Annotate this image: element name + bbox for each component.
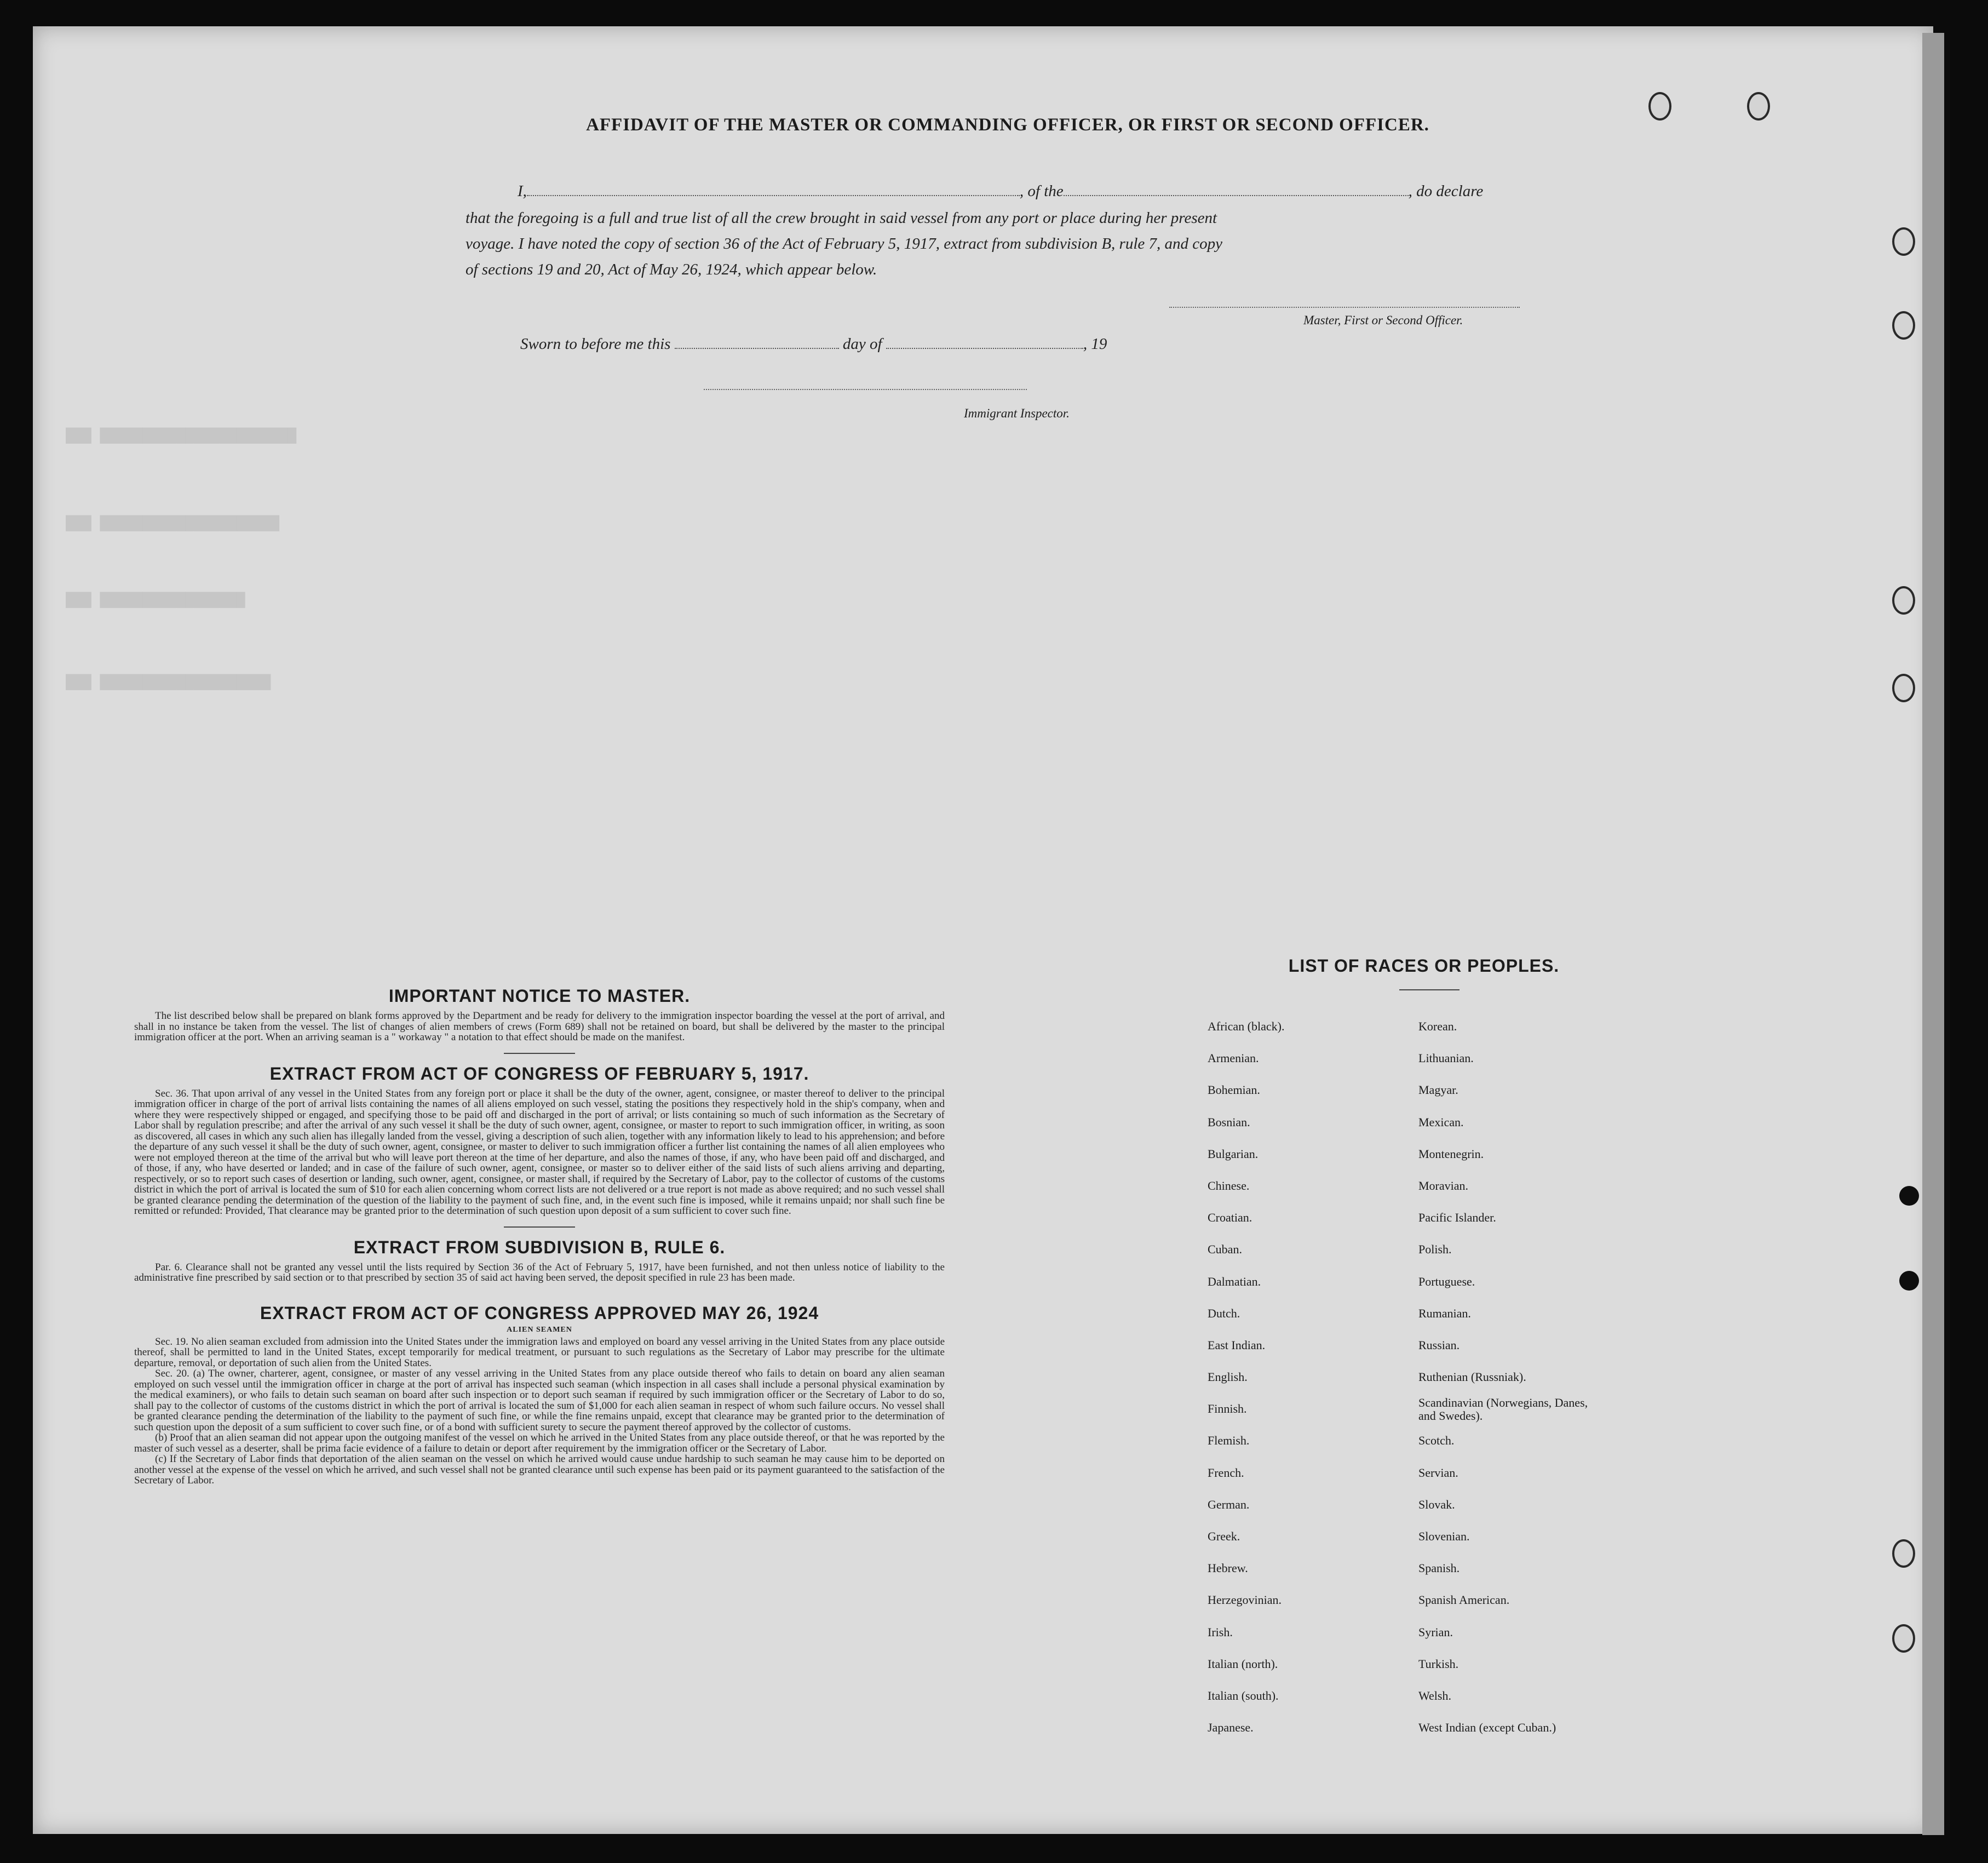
name-blank	[527, 183, 1020, 196]
binder-hole	[1892, 1539, 1915, 1568]
race-item: Scotch.	[1418, 1434, 1455, 1448]
race-item: Korean.	[1418, 1019, 1457, 1033]
affidavit-declaration-line	[518, 182, 1483, 200]
sworn-prefix: Sworn to before me this	[520, 335, 671, 353]
race-item: Italian (south).	[1208, 1688, 1279, 1703]
race-item: Bohemian.	[1208, 1083, 1260, 1097]
master-signature-line	[1169, 307, 1520, 308]
extract-1917-body	[134, 1088, 945, 1217]
master-signature-label: Master, First or Second Officer.	[1303, 313, 1463, 327]
race-item: French.	[1208, 1465, 1244, 1480]
race-item: Croatian.	[1208, 1211, 1252, 1225]
race-item: German.	[1208, 1497, 1250, 1511]
section-20a-paragraph: Sec. 20. (a) The owner, charterer, agent, consignee, or master of any vessel arriving in the United States from any place outside thereof who fails to detain on board any alien seaman employed on such vessel until the immigration officer in charge at the port of arrival has inspected such seaman (which inspection in all cases shall include a personal physical examination by the medical examiners), or who fails to detain such seaman on board after such inspection or to deport such seaman if required by such immigration officer or the Secretary of Labor to do so, shall pay to the collector of customs of the customs district in which the port of arrival is located the sum of $1,000 for each alien seaman in respect of whom such failure occurs. No vessel shall be granted clearance pending the determination of the liability to the payment of such fine, or while the fine remains unpaid, except that clearance may be granted prior to the determination of such question upon the deposit of a sum sufficient to cover such fine, or of a bond with sufficient surety to secure the payment thereof approved by the collector of customs.	[134, 1368, 945, 1433]
race-item: Syrian.	[1418, 1625, 1453, 1639]
binder-punch	[1899, 1271, 1919, 1291]
binder-punch	[1899, 1186, 1919, 1206]
race-item: Polish.	[1418, 1242, 1452, 1257]
race-item: Greek.	[1208, 1529, 1240, 1543]
sworn-line	[520, 335, 1107, 353]
binder-hole	[1892, 586, 1915, 615]
race-item: Hebrew.	[1208, 1561, 1248, 1575]
extract-1917-title: EXTRACT FROM ACT OF CONGRESS OF FEBRUARY 5, 1917.	[269, 1063, 809, 1084]
race-item: Scandinavian (Norwegians, Danes, and Swedes).	[1418, 1396, 1588, 1423]
section-divider	[504, 1053, 575, 1054]
binder-hole	[1892, 674, 1915, 702]
binder-hole	[1892, 311, 1915, 340]
race-item: Bulgarian.	[1208, 1147, 1259, 1161]
extract-1924-title: EXTRACT FROM ACT OF CONGRESS APPROVED MAY 26, 1924	[260, 1303, 819, 1323]
race-item: Italian (north).	[1208, 1656, 1278, 1671]
sworn-day-of: day of	[842, 335, 882, 353]
notice-body	[134, 1011, 945, 1043]
race-item: Slovenian.	[1418, 1529, 1470, 1543]
extract-1924-body	[134, 1337, 945, 1486]
rule6-paragraph: Par. 6. Clearance shall not be granted any vessel until the lists required by Section 36 of the Act of February 5, 1917, have been furnished, and not then unless notice of liability to the administrative fine prescribed by said section or to that prescribed by section 35 of said act having been served, the deposit specified in rule 23 has been made.	[134, 1261, 945, 1283]
affidavit-declare-label: , do declare	[1408, 182, 1484, 200]
race-item: Bosnian.	[1208, 1115, 1250, 1129]
race-item: Ruthenian (Russniak).	[1418, 1370, 1526, 1384]
races-list-title: LIST OF RACES OR PEOPLES.	[1288, 956, 1560, 976]
race-item: Portuguese.	[1418, 1274, 1475, 1288]
race-item: West Indian (except Cuban.)	[1418, 1721, 1556, 1735]
binder-hole	[1892, 1624, 1915, 1653]
affidavit-text-line: of sections 19 and 20, Act of May 26, 1924, which appear below.	[466, 261, 877, 278]
race-item: Moravian.	[1418, 1178, 1469, 1193]
race-item: Japanese.	[1208, 1721, 1254, 1735]
race-item: English.	[1208, 1370, 1248, 1384]
race-item: Armenian.	[1208, 1051, 1259, 1065]
race-item: Dutch.	[1208, 1306, 1240, 1320]
race-item: Dalmatian.	[1208, 1274, 1261, 1288]
sworn-year: , 19	[1083, 335, 1107, 353]
race-item: Montenegrin.	[1418, 1147, 1484, 1161]
race-item: Spanish.	[1418, 1561, 1460, 1575]
document-page	[33, 26, 1933, 1834]
bleed-through-texture: ███ ████████████████████	[66, 674, 271, 690]
binder-hole	[1648, 92, 1671, 121]
binder-hole	[1892, 227, 1915, 256]
notice-paragraph: The list described below shall be prepared on blank forms approved by the Department and be ready for delivery to the immigration inspector boarding the vessel at the port of arrival, and shall in no instance be taken from the vessel. The list of changes of alien members of crews (Form 689) shall not be retained on board, but shall be delivered by the master to the principal immigration officer at the port. When an arriving seaman is a " workaway " a notation to that effect should be made on the manifest.	[134, 1010, 945, 1043]
section-divider	[504, 1226, 575, 1228]
race-item: Pacific Islander.	[1418, 1211, 1496, 1225]
bleed-through-texture: ███ █████████████████████	[66, 515, 280, 531]
vessel-blank	[1064, 183, 1409, 196]
sworn-month-blank	[886, 336, 1083, 349]
race-item: Mexican.	[1418, 1115, 1464, 1129]
affidavit-i-label: I,	[518, 182, 527, 200]
section-36-paragraph: Sec. 36. That upon arrival of any vessel in the United States from any foreign port or place it shall be the duty of the owner, agent, consignee, or master thereof to deliver to the principal immigration officer in charge of the port of arrival lists containing the names of all aliens employed on such vessel, stating the positions they respectively hold in the ship's company, when and where they were respectively shipped or engaged, and specifying those to be paid off and discharged in the port of arrival; or lists containing so much of such information as the Secretary of Labor shall by regulation prescribe; and after the arrival of any such vessel it shall be the duty of such owner, agent, consignee, or master to report to such immigration officer, in writing, as soon as discovered, all cases in which any such alien has illegally landed from the vessel, giving a description of such alien, together with any information likely to lead to his apprehension; and before the departure of any such vessel it shall be the duty of such owner, agent, consignee, or master to deliver to such immigration officer a further list containing the names of all alien employees who were not employed thereon at the time of the arrival but who will leave port thereon at the time of her departure, and also the names of those, if any, who have been paid off and discharged, and of those, if any, who have deserted or landed; and in case of the failure of such owner, agent, consignee, or master so to deliver either of the said lists of such aliens arriving and departing, respectively, or so to report such cases of desertion or landing, such owner, agent, consignee, or master shall, if required by the Secretary of Labor, pay to the collector of customs of the customs district in which the port of arrival is located the sum of $10 for each alien concerning whom correct lists are not delivered or a true report is not made as above required; and no such vessel shall be granted clearance pending the determination of the question of the liability to the payment of such fine, and, in the event such fine is imposed, while it remains unpaid; nor shall such fine be remitted or refunded: Provided, That clearance may be granted prior to the determination of such question upon deposit of a sum sufficient to cover such fine.	[134, 1087, 945, 1217]
page-edge	[1922, 33, 1944, 1835]
affidavit-text-line: that the foregoing is a full and true list of all the crew brought in said vessel from any port or place during her present	[466, 209, 1217, 227]
race-item: Rumanian.	[1418, 1306, 1471, 1320]
race-item: Lithuanian.	[1418, 1051, 1474, 1065]
races-column-1	[1208, 1011, 1284, 1744]
section-20c-paragraph: (c) If the Secretary of Labor finds that deportation of the alien seaman on the vessel on which he arrived would cause undue hardship to such seaman he may cause him to be deported on another vessel at the expense of the vessel on which he arrived, and such vessel shall not be granted clearance until such expense has been paid or its payment guaranteed to the satisfaction of the Secretary of Labor.	[134, 1453, 945, 1486]
race-item: Herzegovinian.	[1208, 1593, 1282, 1607]
race-item: Irish.	[1208, 1625, 1233, 1639]
race-item: Chinese.	[1208, 1178, 1250, 1193]
extract-rule6-title: EXTRACT FROM SUBDIVISION B, RULE 6.	[353, 1237, 726, 1257]
inspector-signature-label: Immigrant Inspector.	[964, 406, 1070, 420]
section-20b-paragraph: (b) Proof that an alien seaman did not appear upon the outgoing manifest of the vessel on which he arrived in the United States from any place outside thereof, or that he was reported by the master of such vessel as a deserter, shall be prima facie evidence of a failure to detain or deport after requirement by the immigration officer or the Secretary of Labor.	[134, 1432, 945, 1454]
binder-hole	[1747, 92, 1770, 121]
race-item: Flemish.	[1208, 1434, 1250, 1448]
race-item: Magyar.	[1418, 1083, 1458, 1097]
affidavit-title: AFFIDAVIT OF THE MASTER OR COMMANDING OFFICER, OR FIRST OR SECOND OFFICER.	[586, 115, 1429, 135]
race-item: Slovak.	[1418, 1497, 1455, 1511]
race-item: Finnish.	[1208, 1402, 1247, 1416]
extract-1924-subtitle: ALIEN SEAMEN	[507, 1325, 572, 1334]
legal-notices-column	[134, 986, 945, 1486]
race-item: Russian.	[1418, 1338, 1460, 1352]
race-item: Cuban.	[1208, 1242, 1242, 1257]
races-column-2	[1418, 1011, 1599, 1744]
extract-rule6-body	[134, 1262, 945, 1283]
section-19-paragraph: Sec. 19. No alien seaman excluded from admission into the United States under the immigration laws and employed on board any vessel arriving in the United States from any place outside thereof, shall be permitted to land in the United States, except temporarily for medical treatment, or pursuant to such regulations as the Secretary of Labor may prescribe for the ultimate departure, removal, or deportation of such alien from the United States.	[134, 1335, 945, 1369]
affidavit-of-the-label: , of the	[1019, 182, 1064, 200]
section-divider	[1399, 989, 1460, 990]
race-item: Turkish.	[1418, 1656, 1459, 1671]
inspector-signature-line	[704, 389, 1027, 390]
race-item: Servian.	[1418, 1465, 1458, 1480]
sworn-day-blank	[675, 336, 839, 349]
race-item: African (black).	[1208, 1019, 1285, 1033]
race-item: Welsh.	[1418, 1688, 1451, 1703]
race-item: East Indian.	[1208, 1338, 1266, 1352]
affidavit-text-line: voyage. I have noted the copy of section 36 of the Act of February 5, 1917, extract from subdivision B, rule 7, and copy	[466, 235, 1223, 253]
race-item: Spanish American.	[1418, 1593, 1510, 1607]
bleed-through-texture: ███ █████████████████	[66, 592, 245, 608]
bleed-through-texture: ███ ███████████████████████	[66, 427, 297, 444]
notice-title: IMPORTANT NOTICE TO MASTER.	[388, 986, 691, 1006]
